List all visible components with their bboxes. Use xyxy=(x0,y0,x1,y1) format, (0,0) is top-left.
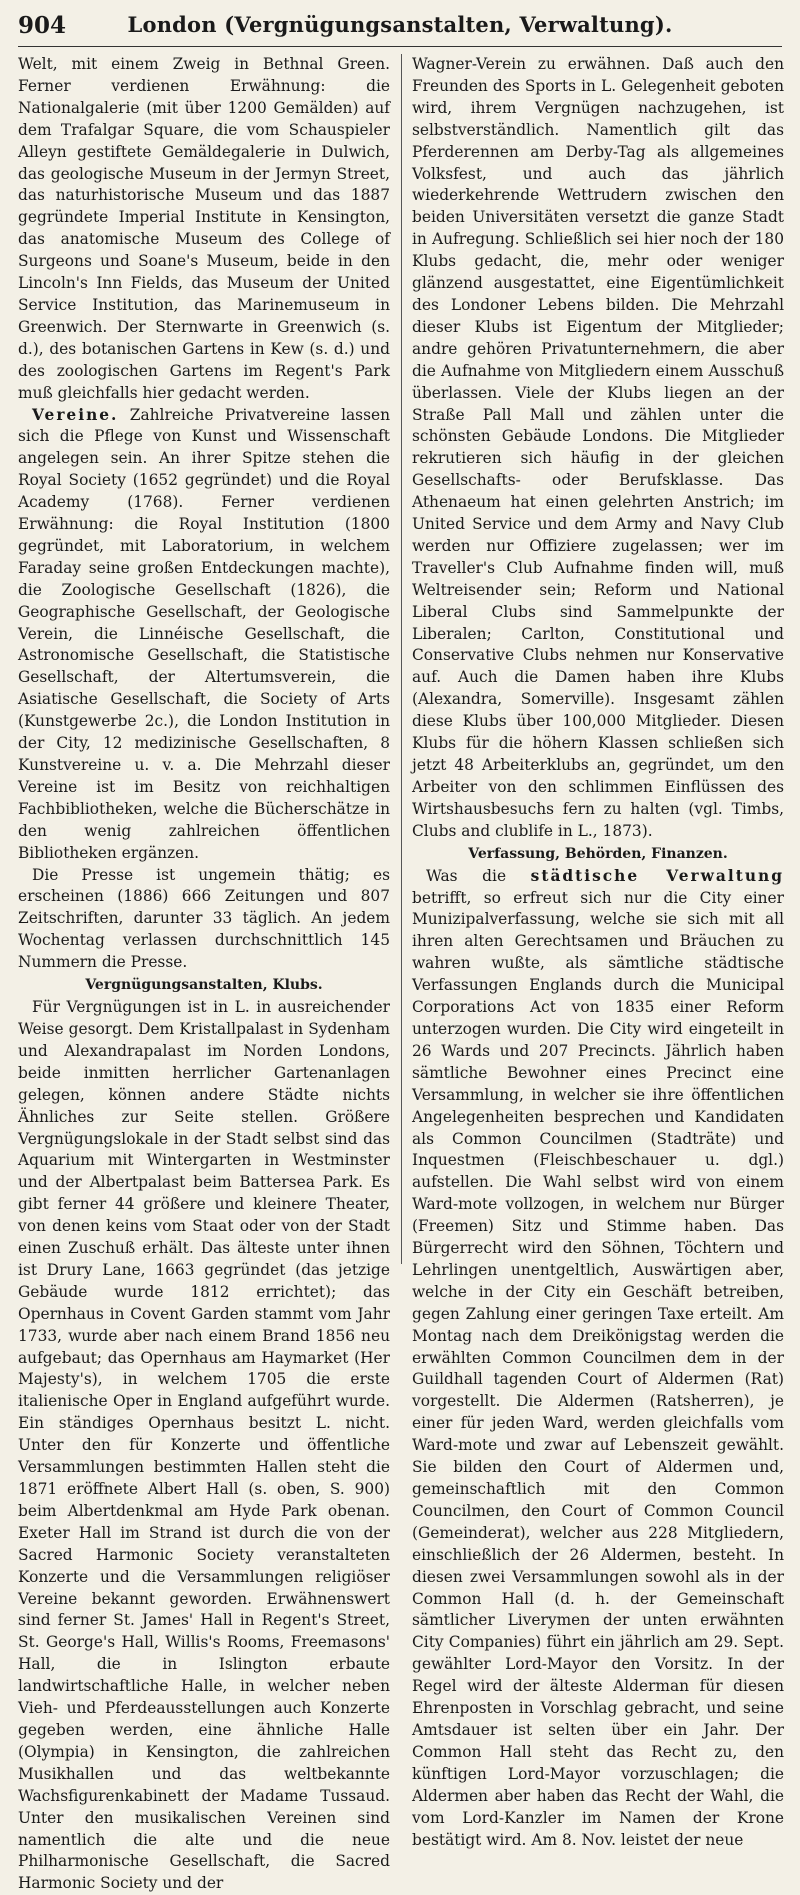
verwaltung-spaced: städtische Verwaltung xyxy=(530,866,784,885)
paragraph-museums: Welt, mit einem Zweig in Bethnal Green. Ferner verdienen Erwähnung: die Nationalgalerie (mit über 1200 Gemälden) auf dem Trafalgar Square, die vom Schauspieler Alleyn gestiftete Gemäldegalerie in Dulwich, das geologische Museum in der Jermyn Street, das naturhistorische Museum und das 1887 gegründete Imperial Institute in Kensington, das anatomische Museum des College of Surgeons und Soane's Museum, beide in den Lincoln's Inn Fields, das Museum der United Service Institution, das Marinemuseum in Greenwich. Der Sternwarte in Greenwich (s. d.), des botanischen Gartens in Kew (s. d.) und des zoologischen Gartens im Regent's Park muß gleichfalls hier gedacht werden. xyxy=(18,55,390,402)
page-header xyxy=(18,6,782,44)
section-heading-vergnuegungsanstalten: Vergnügungsanstalten, Klubs. xyxy=(85,977,323,994)
paragraph-klubs: Wagner-Verein zu erwähnen. Daß auch den Freunden des Sports in L. Gelegenheit geboten wird, ihrem Vergnügen nachzugehen, ist selbstverständlich. Namentlich gilt das Pferderennen am Derby-Tag als allgemeines Volksfest, und auch das jährlich wiederkehrende Wettrudern zwischen den beiden Universitäten versetzt die ganze Stadt in Aufregung. Schließlich sei hier noch der 180 Klubs gedacht, die, mehr oder weniger glänzend ausgestattet, eine Eigentümlichkeit des Londoner Lebens bilden. Die Mehrzahl dieser Klubs ist Eigentum der Mitglieder; andre gehören Privatunternehmern, die aber die Aufnahme von Mitgliedern einem Ausschuß überlassen. Viele der Klubs liegen an der Straße Pall Mall und zählen unter die schönsten Gebäude Londons. Die Mitglieder rekrutieren sich häufig in der gleichen Gesellschafts- oder Berufsklasse. Das Athenaeum hat einen gelehrten Anstrich; im United Service und dem Army and Navy Club werden nur Offiziere zugelassen; wer im Traveller's Club Aufnahme finden will, muß Weltreisender sein; Reform und National Liberal Clubs sind Sammelpunkte der Liberalen; Carlton, Constitutional und Conservative Clubs nehmen nur Konservative auf. Auch die Damen haben ihre Klubs (Alexandra, Somerville). Insgesamt zählen diese Klubs über 100,000 Mitglieder. Diesen Klubs für die höhern Klassen schließen sich jetzt 48 Arbeiterklubs an, gegründet, um den Arbeiter von den schlimmen Einflüssen des Wirtshausbesuchs fern zu halten (vgl. Timbs, Clubs and clublife in L., 1873). xyxy=(412,55,784,840)
header-rule xyxy=(18,46,782,47)
vereine-text: Zahlreiche Privatvereine lassen sich die Pflege von Kunst und Wissenschaft angelegen sein. An ihrer Spitze stehen die Royal Society (1652 gegründet) und die Royal Academy (1768). Ferner verdienen Erwähnung: die Royal Institution (1800 gegründet, mit Laboratorium, in welchem Faraday seine großen Entdeckungen machte), die Zoologische Gesellschaft (1826), die Geographische Gesellschaft, der Geologische Verein, die Linnéische Gesellschaft, die Astronomische Gesellschaft, die Statistische Gesellschaft, der Altertumsverein, die Asiatische Gesellschaft, die Society of Arts (Kunstgewerbe 2c.), die London Institution in der City, 12 medizinische Gesellschaften, 8 Kunstvereine u. v. a. Die Mehrzahl dieser Vereine ist im Besitz von reichhaltigen Fachbibliotheken, welche die Bücherschätze in den wenig zahlreichen öffentlichen Bibliotheken ergänzen. xyxy=(18,405,390,862)
column-divider xyxy=(401,54,402,1264)
section-heading-verfassung: Verfassung, Behörden, Finanzen. xyxy=(468,845,728,862)
page-number: 904 xyxy=(18,12,67,39)
left-column xyxy=(18,54,390,1893)
verwaltung-prefix: Was die xyxy=(426,866,531,885)
paragraph-verwaltung xyxy=(412,866,784,1852)
right-column xyxy=(412,54,784,1849)
paragraph-vergnuegungen: Für Vergnügungen ist in L. in ausreichender Weise gesorgt. Dem Kristallpalast in Sydenham und Alexandrapalast im Norden Londons, beide inmitten herrlicher Gartenanlagen gelegen, können andere Städte nichts Ähnliches zur Seite stellen. Größere Vergnügungslokale in der Stadt selbst sind das Aquarium mit Wintergarten in Westminster und der Albertpalast beim Battersea Park. Es gibt ferner 44 größere und kleinere Theater, von denen keins vom Staat oder von der Stadt einen Zuschuß erhält. Das älteste unter ihnen ist Drury Lane, 1663 gegründet (das jetzige Gebäude wurde 1812 errichtet); das Opernhaus in Covent Garden stammt vom Jahr 1733, wurde aber nach einem Brand 1856 neu aufgebaut; das Opernhaus am Haymarket (Her Majesty's), in welchem 1705 die erste italienische Oper in England aufgeführt wurde. Ein ständiges Opernhaus besitzt L. nicht. Unter den für Konzerte und öffentliche Versammlungen bestimmten Hallen steht die 1871 eröffnete Albert Hall (s. oben, S. 900) beim Albertdenkmal am Hyde Park obenan. Exeter Hall im Strand ist durch die von der Sacred Harmonic Society veranstalteten Konzerte und die Versammlungen religiöser Vereine bekannt geworden. Erwähnenswert sind ferner St. James' Hall in Regent's Street, St. George's Hall, Willis's Rooms, Freemasons' Hall, die in Islington erbaute landwirtschaftliche Halle, in welcher neben Vieh- und Pferdeausstellungen auch Konzerte gegeben werden, eine ähnliche Halle (Olympia) in Kensington, die zahlreichen Musikhallen und das weltbekannte Wachsfigurenkabinett der Madame Tussaud. Unter den musikalischen Vereinen sind namentlich die alte und die neue Philharmonische Gesellschaft, die Sacred Harmonic Society und der xyxy=(18,998,390,1893)
verwaltung-text: betrifft, so erfreut sich nur die City einer Munizipalverfassung, welche sie sich mit all ihren alten Gerechtsamen und Bräuchen zu wahren wußte, als sämtliche städtische Verfassungen Englands durch die Municipal Corporations Act von 1835 einer Reform unterzogen wurden. Die City wird eingeteilt in 26 Wards und 207 Precincts. Jährlich haben sämtliche Bewohner eines Precinct eine Versammlung, in welcher sie ihre öffentlichen Angelegenheiten besprechen und Kandidaten als Common Councilmen (Stadträte) und Inquestmen (Fleischbeschauer u. dgl.) aufstellen. Die Wahl selbst wird von einem Ward-mote vollzogen, in welchem nur Bürger (Freemen) Sitz und Stimme haben. Das Bürgerrecht wird den Söhnen, Töchtern und Lehrlingen unentgeltlich, Auswärtigen aber, welche in der City ein Geschäft betreiben, gegen Zahlung einer geringen Taxe erteilt. Am Montag nach dem Dreikönigstag werden die erwählten Common Councilmen dem in der Guildhall tagenden Court of Aldermen (Rat) vorgestellt. Die Aldermen (Ratsherren), je einer für jeden Ward, werden gleichfalls vom Ward-mote und zwar auf Lebenszeit gewählt. Sie bilden den Court of Aldermen und, gemeinschaftlich mit den Common Councilmen, den Court of Common Council (Gemeinderat), welcher aus 228 Mitgliedern, einschließlich der 26 Aldermen, besteht. In diesen zwei Versammlungen sowohl als in der Common Hall (d. h. der Gemeinschaft sämtlicher Liverymen der unten erwähnten City Companies) führt ein jährlich am 29. Sept. gewählter Lord-Mayor den Vorsitz. In der Regel wird der älteste Alderman für diesen Ehrenposten in Vorschlag gebracht, und seine Amtsdauer ist selten über ein Jahr. Der Common Hall steht das Recht zu, den künftigen Lord-Mayor vorzuschlagen; die Aldermen aber haben das Recht der Wahl, die vom Lord-Kanzler im Namen der Krone bestätigt wird. Am 8. Nov. leistet der neue xyxy=(412,888,784,1849)
vereine-lead: Vereine. xyxy=(32,405,119,424)
running-head: London (Vergnügungsanstalten, Verwaltung). xyxy=(127,12,673,37)
paragraph-vereine xyxy=(18,405,390,865)
paragraph-presse: Die Presse ist ungemein thätig; es erscheinen (1886) 666 Zeitungen und 807 Zeitschriften, darunter 33 täglich. An jedem Wochentag verlassen durchschnittlich 145 Nummern die Presse. xyxy=(18,865,390,972)
